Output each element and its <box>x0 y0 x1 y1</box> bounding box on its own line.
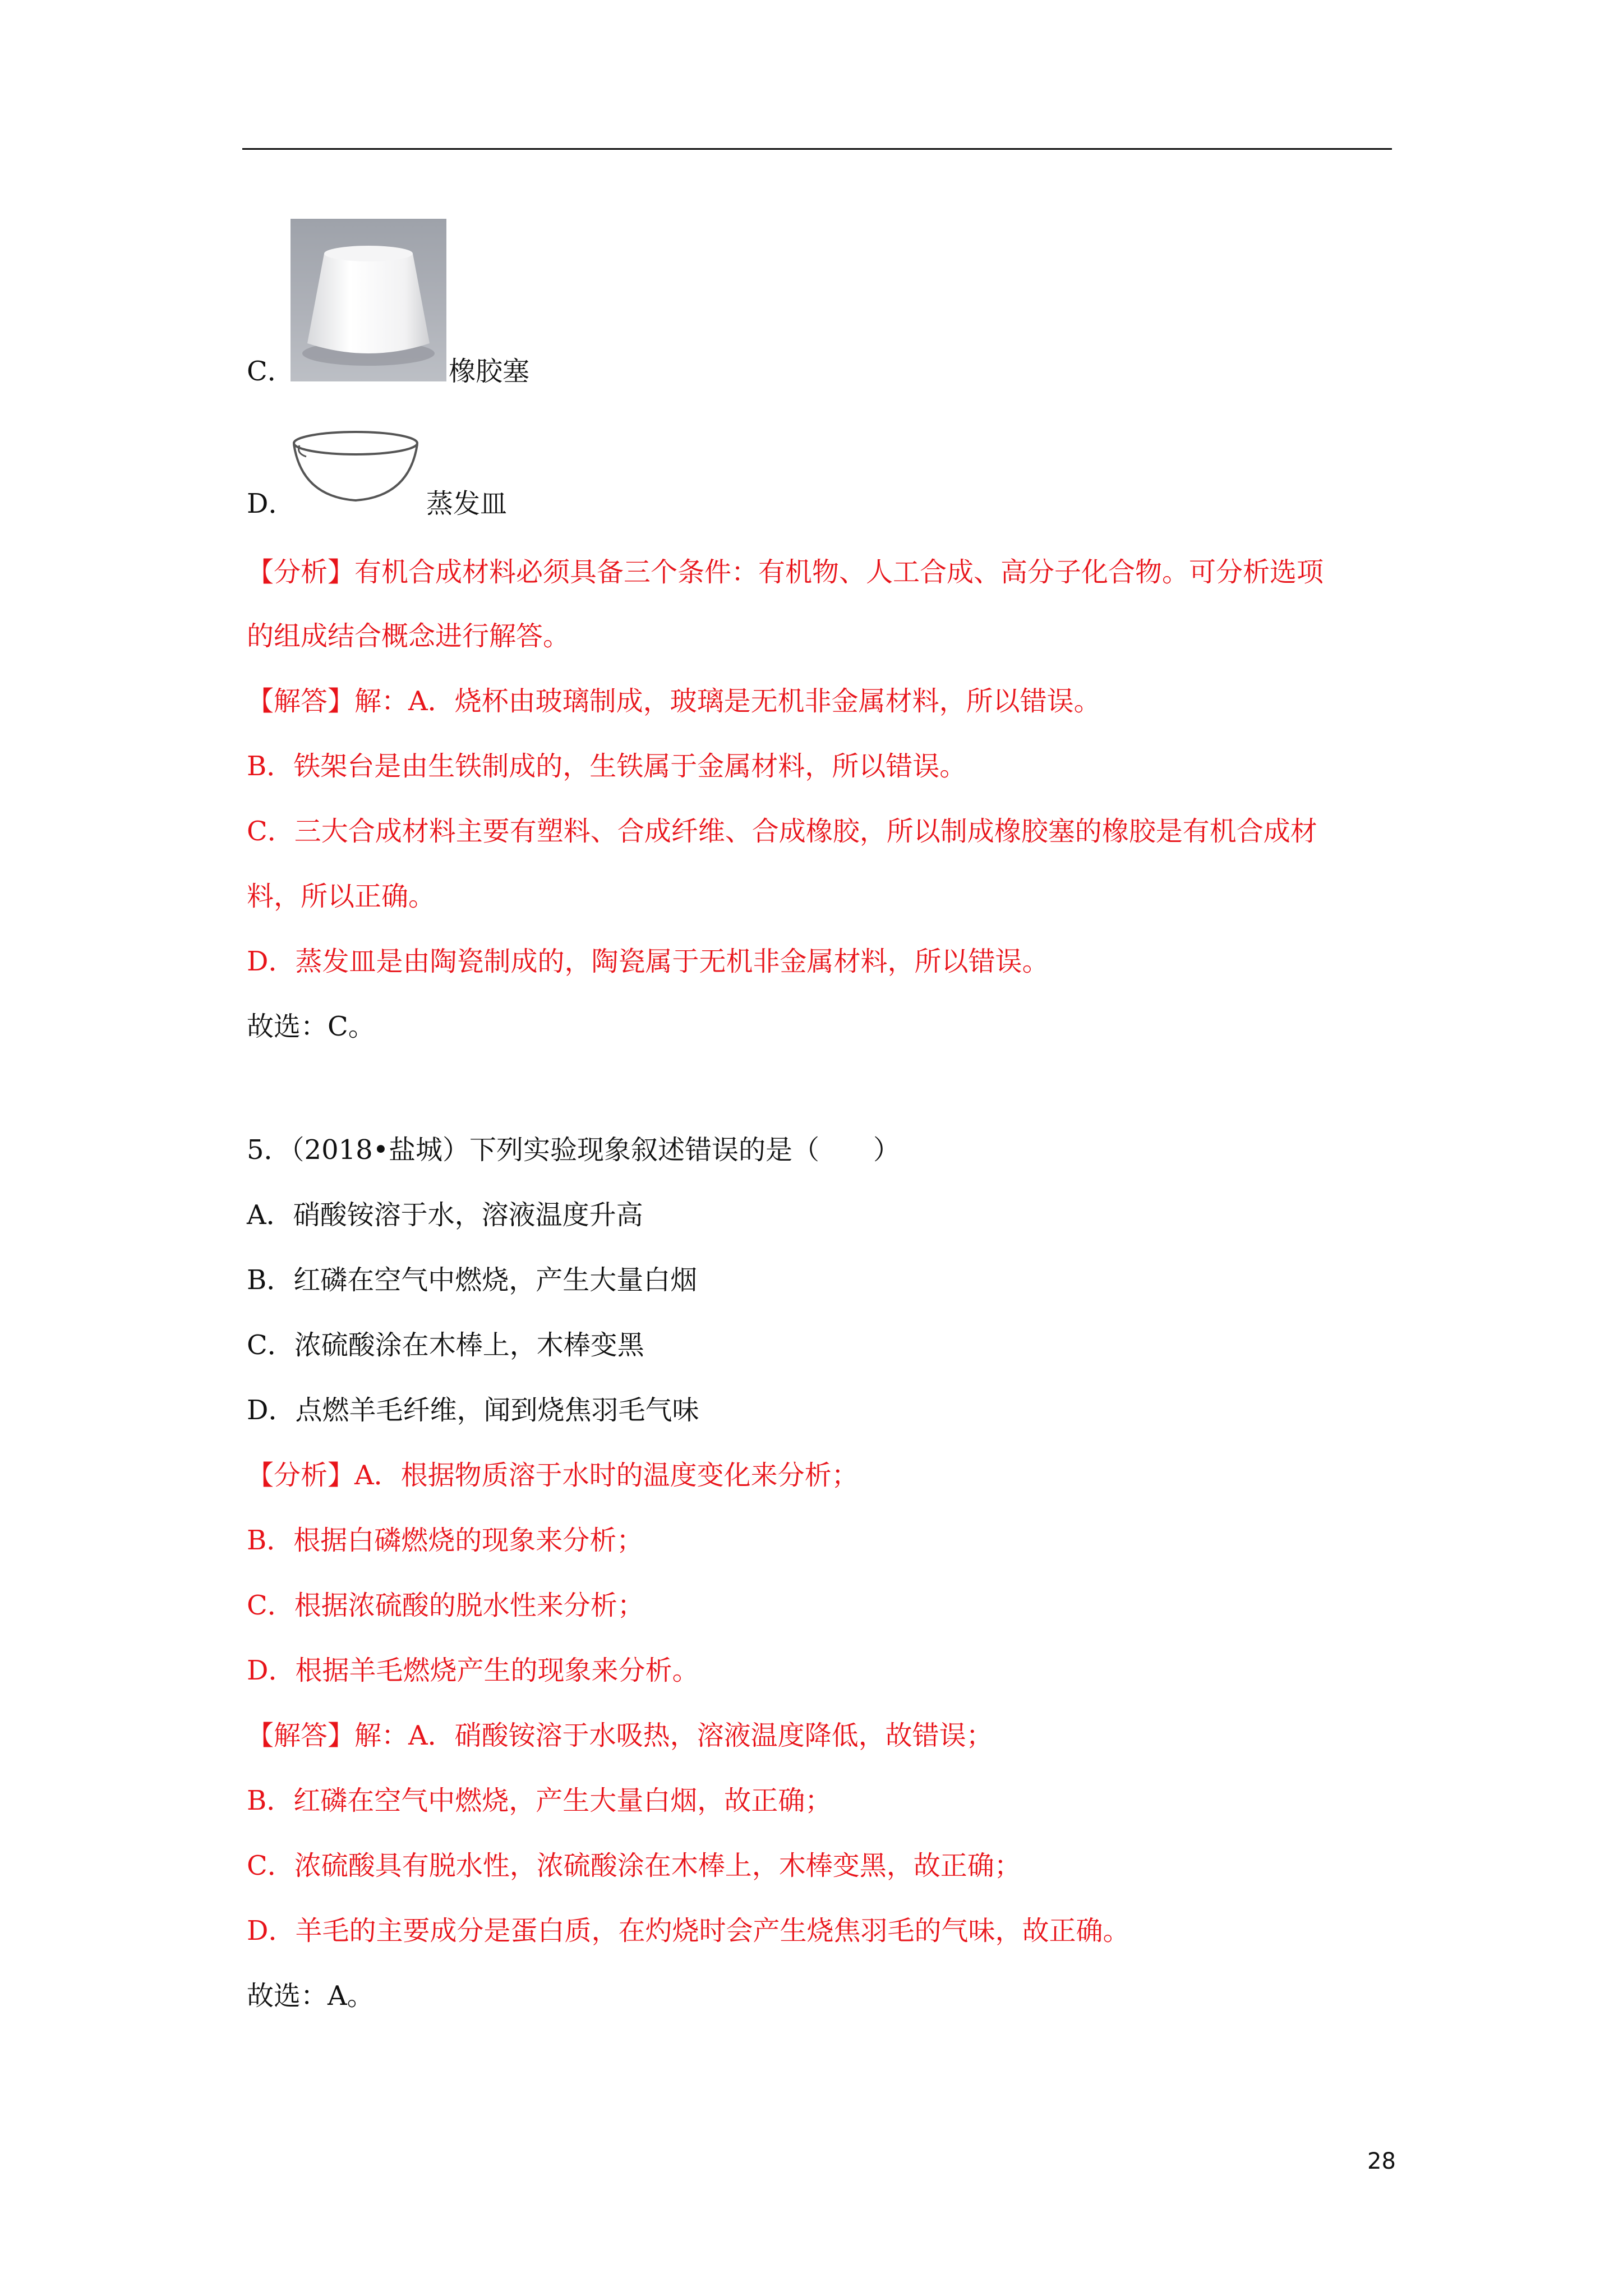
q5-final-choice: 故选：A。 <box>247 1980 374 2012</box>
q5-answer-c: C．浓硫酸具有脱水性，浓硫酸涂在木棒上，木棒变黑，故正确； <box>247 1850 1021 1881</box>
q5-option-d: D．点燃羊毛纤维，闻到烧焦羽毛气味 <box>247 1395 699 1426</box>
q5-analysis-a: A．根据物质溶于水时的温度变化来分析； <box>354 1460 859 1491</box>
q4-answer-c1: C．三大合成材料主要有塑料、合成纤维、合成橡胶，所以制成橡胶塞的橡胶是有机合成材 <box>247 816 1317 847</box>
q5-analysis-c: C．根据浓硫酸的脱水性来分析； <box>247 1590 644 1621</box>
page-number: 28 <box>1367 2148 1396 2174</box>
header-rule <box>242 148 1392 150</box>
q5-answer-a: 解：A．硝酸铵溶于水吸热，溶液温度降低，故错误； <box>354 1720 993 1751</box>
q4-answer-b: B．铁架台是由生铁制成的，生铁属于金属材料，所以错误。 <box>247 751 967 782</box>
q5-analysis-a-line <box>247 1458 859 1492</box>
option-d-caption: 蒸发皿 <box>426 488 508 519</box>
q5-option-c: C．浓硫酸涂在木棒上，木棒变黑 <box>247 1329 644 1361</box>
q5-answer-a-line <box>247 1719 993 1752</box>
q4-analysis-line2: 的组成结合概念进行解答。 <box>247 620 570 652</box>
q4-answer-tag: 【解答】 <box>247 685 355 717</box>
q4-analysis-line1: 【分析】有机合成材料必须具备三个条件：有机物、人工合成、高分子化合物。可分析选项 <box>247 556 1324 588</box>
q4-answer-line1 <box>247 684 1101 718</box>
option-c-caption: 橡胶塞 <box>449 356 530 387</box>
q4-final-choice: 故选：C。 <box>247 1011 375 1042</box>
q4-answer-c2: 料，所以正确。 <box>247 881 436 912</box>
option-d-letter: D． <box>247 488 296 519</box>
q5-answer-b: B．红磷在空气中燃烧，产生大量白烟，故正确； <box>247 1785 832 1816</box>
q5-stem: 5．（2018•盐城）下列实验现象叙述错误的是（ ） <box>247 1134 901 1166</box>
option-c-letter: C． <box>247 356 294 387</box>
q5-option-b: B．红磷在空气中燃烧，产生大量白烟 <box>247 1264 698 1296</box>
q5-analysis-b: B．根据白磷燃烧的现象来分析； <box>247 1525 644 1556</box>
q5-analysis-tag: 【分析】 <box>247 1460 355 1491</box>
q4-answer-a: 解：A．烧杯由玻璃制成，玻璃是无机非金属材料，所以错误。 <box>354 685 1101 717</box>
evaporating-dish-image <box>291 426 421 510</box>
q4-answer-d: D．蒸发皿是由陶瓷制成的，陶瓷属于无机非金属材料，所以错误。 <box>247 946 1049 977</box>
q5-option-a: A．硝酸铵溶于水，溶液温度升高 <box>247 1199 643 1231</box>
q5-answer-tag: 【解答】 <box>247 1720 355 1751</box>
rubber-stopper-image <box>291 219 446 381</box>
q5-analysis-d: D．根据羊毛燃烧产生的现象来分析。 <box>247 1655 699 1686</box>
q5-answer-d: D．羊毛的主要成分是蛋白质，在灼烧时会产生烧焦羽毛的气味，故正确。 <box>247 1915 1130 1947</box>
